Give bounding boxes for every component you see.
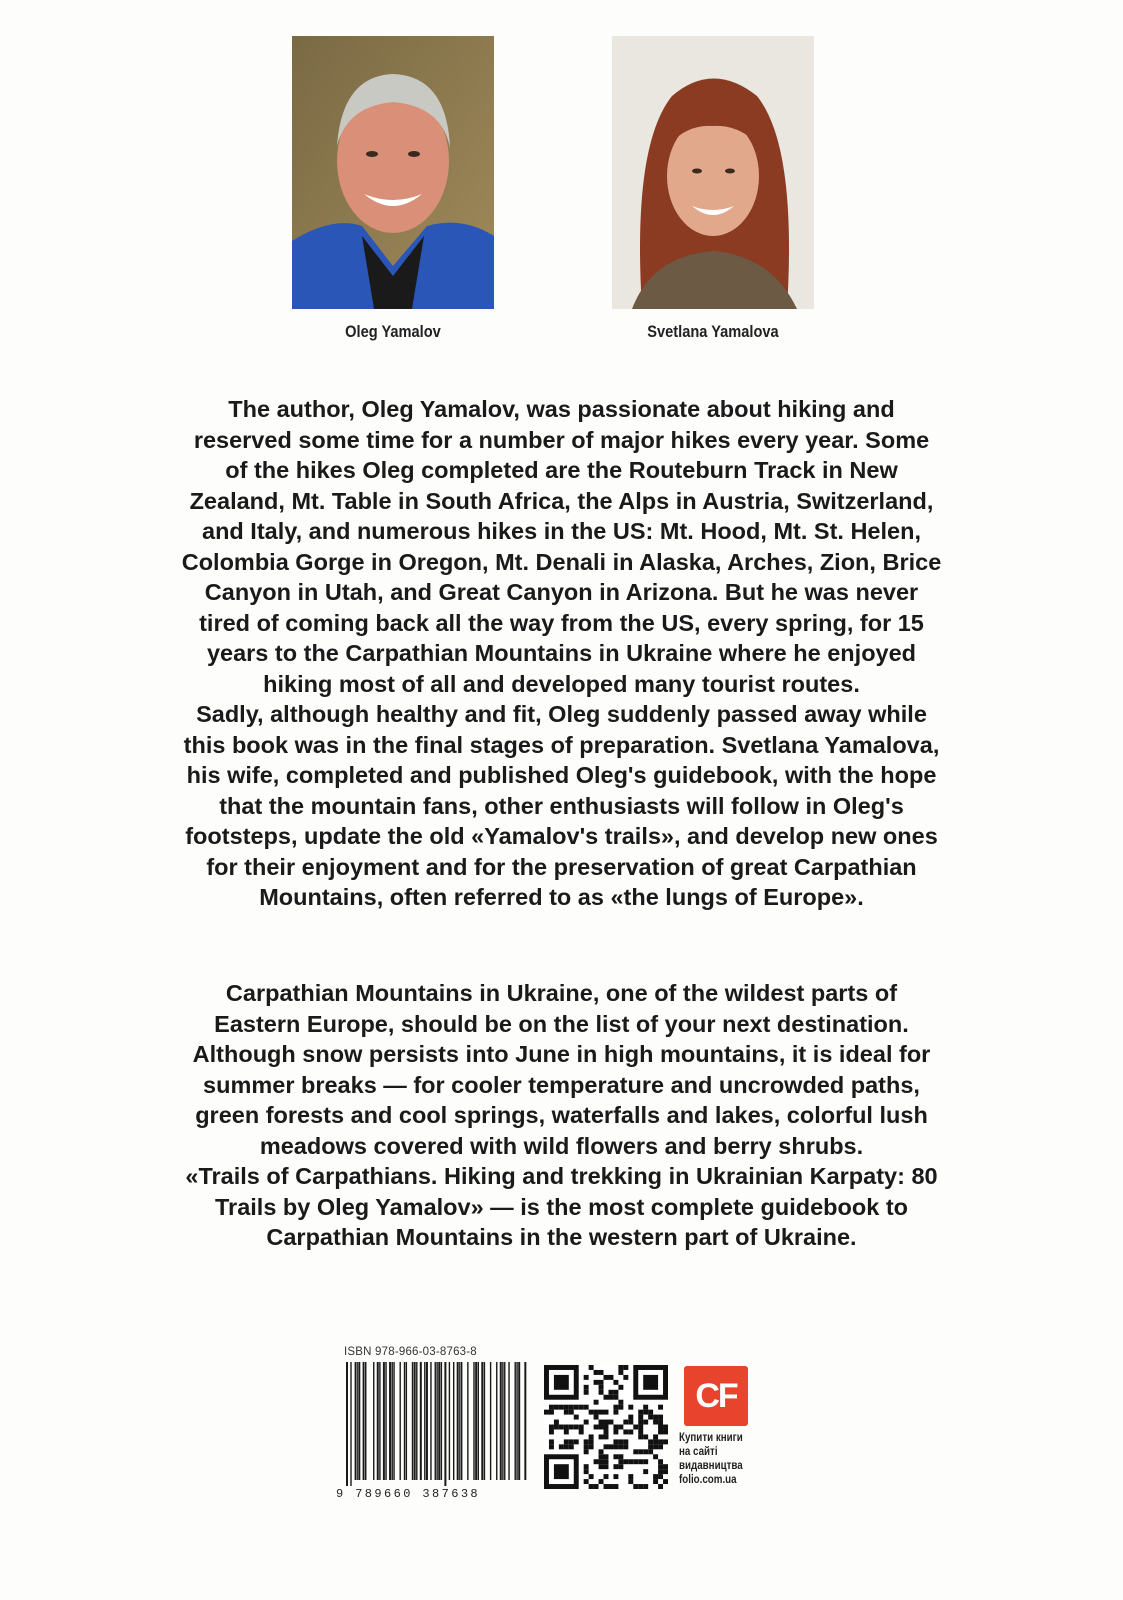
qr-module: [584, 1449, 589, 1454]
qr-module: [589, 1410, 594, 1415]
qr-module: [648, 1415, 653, 1420]
barcode-bar: [416, 1362, 417, 1480]
text-line: green forests and cool springs, waterfalls and lakes, colorful lush: [195, 1102, 928, 1128]
qr-module: [604, 1444, 609, 1449]
barcode-bar: [373, 1362, 374, 1480]
qr-module: [564, 1439, 569, 1444]
qr-module: [638, 1484, 643, 1489]
barcode-bar: [363, 1362, 364, 1480]
barcode-bar: [453, 1362, 454, 1480]
text-line: for their enjoyment and for the preservation of great Carpathian: [206, 853, 917, 880]
qr-module: [623, 1459, 628, 1464]
qr-module: [549, 1429, 554, 1434]
qr-module: [628, 1474, 633, 1479]
qr-module: [658, 1459, 663, 1464]
text-line: Zealand, Mt. Table in South Africa, the Alps in Austria, Switzerland,: [189, 487, 934, 514]
qr-module: [663, 1479, 668, 1484]
isbn-text: ISBN 978-966-03-8763-8: [344, 1346, 477, 1358]
qr-module: [653, 1474, 658, 1479]
qr-module: [638, 1410, 643, 1415]
qr-module: [613, 1390, 618, 1395]
text-line: hiking most of all and developed many tourist routes.: [263, 670, 860, 697]
qr-module: [584, 1464, 589, 1469]
barcode-bar: [449, 1362, 450, 1480]
qr-module: [648, 1444, 653, 1449]
qr-module: [658, 1464, 663, 1469]
qr-module: [658, 1474, 663, 1479]
qr-module: [653, 1454, 658, 1459]
qr-module: [663, 1469, 668, 1474]
barcode-bar: [435, 1362, 436, 1480]
qr-module: [638, 1415, 643, 1420]
barcode-bar: [516, 1362, 517, 1480]
qr-module: [658, 1425, 663, 1430]
barcode-digits: 9 789660 387638: [336, 1487, 481, 1501]
author-caption-svetlana: Svetlana Yamalova: [647, 322, 779, 341]
qr-module: [569, 1425, 574, 1430]
qr-module: [604, 1410, 609, 1415]
text-line: and Italy, and numerous hikes in the US: Mt. Hood, Mt. St. Helen,: [202, 518, 921, 544]
barcode-bar: [496, 1362, 497, 1480]
qr-module: [574, 1415, 579, 1420]
qr-module: [594, 1380, 599, 1385]
text-line: Mountains, often referred to as «the lungs of Europe».: [259, 884, 864, 910]
barcode-bar: [438, 1362, 440, 1480]
barcode-bar: [502, 1362, 503, 1480]
qr-module: [554, 1405, 559, 1410]
qr-module: [594, 1400, 599, 1405]
qr-module: [549, 1405, 554, 1410]
qr-module: [564, 1405, 569, 1410]
barcode-bar: [385, 1362, 386, 1480]
qr-module: [544, 1410, 549, 1415]
qr-module: [608, 1390, 613, 1395]
qr-module: [604, 1464, 609, 1469]
qr-module: [618, 1370, 623, 1375]
barcode-bar: [441, 1362, 442, 1480]
qr-module: [584, 1390, 589, 1395]
barcode-bar: [355, 1362, 356, 1480]
qr-module: [663, 1464, 668, 1469]
qr-module: [643, 1459, 648, 1464]
qr-module: [604, 1434, 609, 1439]
qr-module: [604, 1429, 609, 1434]
qr-module: [608, 1484, 613, 1489]
barcode-bar: [430, 1362, 431, 1480]
barcode-bar: [426, 1362, 428, 1480]
qr-module: [613, 1405, 618, 1410]
qr-module: [559, 1405, 564, 1410]
qr-module: [653, 1439, 658, 1444]
text-line: Carpathian Mountains in Ukraine, one of the wildest parts of: [225, 980, 898, 1006]
qr-module: [618, 1439, 623, 1444]
qr-module: [564, 1425, 569, 1430]
qr-module: [618, 1385, 623, 1390]
qr-module: [618, 1459, 623, 1464]
qr-module: [623, 1375, 628, 1380]
barcode-bar: [461, 1362, 462, 1480]
qr-module: [623, 1365, 628, 1370]
barcode-bar: [504, 1362, 505, 1480]
qr-module: [628, 1479, 633, 1484]
qr-module: [618, 1464, 623, 1469]
author-photo-oleg: [292, 36, 494, 309]
qr-module: [579, 1425, 584, 1430]
qr-module: [554, 1420, 559, 1425]
qr-module: [599, 1464, 604, 1469]
qr-module: [599, 1410, 604, 1415]
text-line: summer breaks — for cooler temperature and uncrowded paths,: [203, 1071, 920, 1098]
qr-module: [604, 1474, 609, 1479]
text-line: this book was in the final stages of preparation. Svetlana Yamalova,: [183, 731, 940, 758]
qr-module: [633, 1459, 638, 1464]
qr-module: [604, 1454, 609, 1459]
qr-module: [618, 1400, 623, 1405]
text-line: meadows covered with wild flowers and berry shrubs.: [259, 1132, 864, 1159]
qr-module: [559, 1444, 564, 1449]
qr-module: [638, 1429, 643, 1434]
text-line: The author, Oleg Yamalov, was passionate about hiking and: [228, 396, 895, 422]
qr-module: [638, 1420, 643, 1425]
qr-module: [658, 1469, 663, 1474]
qr-module: [628, 1429, 633, 1434]
qr-module: [618, 1425, 623, 1430]
barcode-bar: [459, 1362, 460, 1480]
barcode-bar: [377, 1362, 379, 1480]
text-line: Canyon in Utah, and Great Canyon in Arizona. But he was never: [204, 579, 919, 605]
about-author-paragraph: [80, 394, 1043, 913]
barcode-bar: [436, 1362, 437, 1480]
qr-module: [569, 1439, 574, 1444]
qr-module: [648, 1439, 653, 1444]
qr-module: [638, 1459, 643, 1464]
qr-module: [599, 1449, 604, 1454]
qr-module: [643, 1469, 648, 1474]
text-line: Colombia Gorge in Oregon, Mt. Denali in Alaska, Arches, Zion, Brice: [181, 548, 942, 575]
qr-module: [613, 1444, 618, 1449]
qr-module: [584, 1469, 589, 1474]
qr-module: [554, 1425, 559, 1430]
qr-module: [599, 1390, 604, 1395]
barcode-icon: [336, 1362, 530, 1486]
qr-module: [608, 1444, 613, 1449]
qr-module: [599, 1420, 604, 1425]
barcode-bar: [467, 1362, 468, 1480]
text-line: footsteps, update the old «Yamalov's trails», and develop new ones: [185, 823, 938, 849]
text-line: Eastern Europe, should be on the list of your next destination.: [214, 1010, 909, 1037]
qr-module: [653, 1420, 658, 1425]
barcode-bar: [406, 1362, 407, 1480]
qr-module: [658, 1484, 663, 1489]
qr-module: [613, 1425, 618, 1430]
qr-module: [638, 1434, 643, 1439]
barcode-bar: [383, 1362, 385, 1480]
qr-module: [658, 1405, 663, 1410]
qr-module: [599, 1454, 604, 1459]
qr-module: [599, 1370, 604, 1375]
qr-module: [564, 1410, 569, 1415]
qr-module: [633, 1449, 638, 1454]
text-line: tired of coming back all the way from the US, every spring, for 15: [199, 609, 924, 636]
qr-module: [549, 1410, 554, 1415]
qr-module: [643, 1420, 648, 1425]
text-line: years to the Carpathian Mountains in Ukraine where he enjoyed: [206, 640, 917, 666]
text-line: reserved some time for a number of major hikes every year. Some: [193, 426, 930, 453]
qr-module: [594, 1425, 599, 1430]
qr-module: [604, 1484, 609, 1489]
qr-module: [584, 1385, 589, 1390]
qr-module: [648, 1410, 653, 1415]
qr-module: [658, 1415, 663, 1420]
qr-module: [599, 1479, 604, 1484]
qr-module: [653, 1434, 658, 1439]
barcode-bar: [414, 1362, 416, 1480]
barcode-bar: [490, 1362, 491, 1480]
publisher-logo-text: CF: [695, 1377, 737, 1415]
barcode-bar: [484, 1362, 485, 1480]
qr-module: [608, 1420, 613, 1425]
qr-module: [589, 1434, 594, 1439]
qr-module: [613, 1380, 618, 1385]
barcode-bar: [515, 1362, 516, 1480]
qr-module: [569, 1405, 574, 1410]
qr-module: [599, 1434, 604, 1439]
qr-module: [608, 1375, 613, 1380]
qr-module: [658, 1429, 663, 1434]
qr-module: [604, 1459, 609, 1464]
qr-module: [549, 1439, 554, 1444]
qr-module: [564, 1444, 569, 1449]
qr-module: [594, 1415, 599, 1420]
barcode-bar: [412, 1362, 413, 1480]
qr-module: [638, 1449, 643, 1454]
qr-module: [613, 1474, 618, 1479]
qr-module: [618, 1454, 623, 1459]
qr-module: [653, 1415, 658, 1420]
text-line: Although snow persists into June in high mountains, it is ideal for: [192, 1041, 931, 1067]
barcode-bar: [379, 1362, 380, 1480]
qr-module: [613, 1484, 618, 1489]
qr-module: [589, 1365, 594, 1370]
qr-module: [608, 1395, 613, 1400]
qr-module: [599, 1385, 604, 1390]
qr-module: [579, 1429, 584, 1434]
qr-module: [599, 1425, 604, 1430]
qr-module: [574, 1439, 579, 1444]
barcode-bar: [518, 1362, 520, 1480]
qr-module: [643, 1484, 648, 1489]
qr-module: [613, 1454, 618, 1459]
qr-code-icon[interactable]: [544, 1365, 668, 1489]
qr-module: [594, 1459, 599, 1464]
qr-module: [594, 1484, 599, 1489]
qr-module: [569, 1444, 574, 1449]
qr-module: [623, 1439, 628, 1444]
qr-module: [569, 1410, 574, 1415]
barcode-bar: [481, 1362, 483, 1480]
qr-module: [589, 1474, 594, 1479]
qr-module: [663, 1425, 668, 1430]
qr-module: [613, 1464, 618, 1469]
barcode-bar: [475, 1362, 477, 1480]
buy-line: видавництва: [679, 1460, 743, 1472]
qr-module: [623, 1444, 628, 1449]
qr-module: [643, 1449, 648, 1454]
qr-module: [613, 1439, 618, 1444]
qr-module: [658, 1444, 663, 1449]
barcode-bar: [364, 1362, 366, 1480]
qr-module: [618, 1405, 623, 1410]
qr-module: [564, 1429, 569, 1434]
barcode-bar: [404, 1362, 405, 1480]
barcode-bar: [346, 1362, 348, 1486]
qr-module: [554, 1375, 569, 1390]
author-caption-oleg: Oleg Yamalov: [345, 322, 441, 341]
barcode-bar: [420, 1362, 422, 1480]
qr-module: [628, 1459, 633, 1464]
barcode-bar: [356, 1362, 357, 1480]
qr-module: [643, 1410, 648, 1415]
qr-module: [584, 1479, 589, 1484]
qr-module: [589, 1439, 594, 1444]
qr-module: [633, 1425, 638, 1430]
author-photo-svetlana: [612, 36, 814, 309]
text-line: Carpathian Mountains in the western part of Ukraine.: [266, 1224, 857, 1250]
barcode-bar: [393, 1362, 394, 1480]
qr-module: [628, 1420, 633, 1425]
qr-module: [549, 1425, 554, 1430]
qr-module: [618, 1365, 623, 1370]
qr-module: [663, 1439, 668, 1444]
qr-module: [594, 1410, 599, 1415]
qr-module: [579, 1405, 584, 1410]
qr-module: [584, 1439, 589, 1444]
text-line: of the hikes Oleg completed are the Routeburn Track in New: [225, 457, 898, 483]
text-line: that the mountain fans, other enthusiasts will follow in Oleg's: [219, 792, 904, 819]
text-line: Sadly, although healthy and fit, Oleg suddenly passed away while: [196, 701, 927, 727]
qr-module: [594, 1370, 599, 1375]
barcode-bar: [524, 1362, 526, 1480]
qr-module: [589, 1484, 594, 1489]
qr-module: [584, 1420, 589, 1425]
qr-module: [623, 1429, 628, 1434]
barcode-bar: [508, 1362, 509, 1480]
qr-module: [653, 1479, 658, 1484]
qr-module: [604, 1395, 609, 1400]
qr-module: [599, 1380, 604, 1385]
qr-module: [618, 1444, 623, 1449]
qr-module: [643, 1375, 658, 1390]
qr-module: [633, 1484, 638, 1489]
qr-module: [574, 1405, 579, 1410]
buy-line: folio.com.ua: [679, 1474, 737, 1486]
qr-module: [628, 1405, 633, 1410]
qr-module: [604, 1375, 609, 1380]
qr-module: [604, 1420, 609, 1425]
barcode-bar: [350, 1362, 351, 1486]
qr-module: [613, 1410, 618, 1415]
barcode-bar: [444, 1362, 446, 1486]
barcode-bar: [358, 1362, 360, 1480]
qr-module: [549, 1444, 554, 1449]
publisher-logo: [684, 1366, 748, 1426]
qr-module: [648, 1449, 653, 1454]
text-line: his wife, completed and published Oleg's guidebook, with the hope: [186, 762, 937, 788]
qr-module: [584, 1444, 589, 1449]
qr-module: [643, 1405, 648, 1410]
qr-module: [574, 1425, 579, 1430]
qr-module: [628, 1415, 633, 1420]
barcode-bar: [392, 1362, 393, 1480]
qr-module: [559, 1425, 564, 1430]
qr-module: [663, 1429, 668, 1434]
barcode-bar: [473, 1362, 474, 1480]
qr-module: [584, 1375, 589, 1380]
qr-module: [623, 1420, 628, 1425]
qr-module: [599, 1459, 604, 1464]
qr-module: [643, 1434, 648, 1439]
qr-module: [554, 1464, 569, 1479]
book-description-paragraph: [80, 978, 1043, 1253]
qr-module: [589, 1444, 594, 1449]
qr-module: [658, 1439, 663, 1444]
qr-module: [584, 1405, 589, 1410]
text-line: «Trails of Carpathians. Hiking and trekking in Ukrainian Karpaty: 80: [185, 1163, 938, 1189]
qr-module: [638, 1425, 643, 1430]
publisher-buy-text: [679, 1431, 743, 1487]
isbn-barcode: [336, 1346, 530, 1506]
barcode-bar: [389, 1362, 391, 1480]
buy-line: на сайті: [679, 1446, 718, 1458]
barcode-bar: [457, 1362, 459, 1480]
qr-module: [658, 1420, 663, 1425]
buy-line: Купити книги: [679, 1432, 743, 1444]
qr-module: [604, 1425, 609, 1430]
qr-module: [613, 1395, 618, 1400]
qr-module: [613, 1429, 618, 1434]
barcode-bar: [500, 1362, 502, 1480]
barcode-bar: [400, 1362, 401, 1480]
text-line: Trails by Oleg Yamalov» — is the most complete guidebook to: [215, 1193, 908, 1220]
barcode-bar: [424, 1362, 425, 1480]
barcode-bar: [478, 1362, 479, 1480]
qr-module: [653, 1444, 658, 1449]
